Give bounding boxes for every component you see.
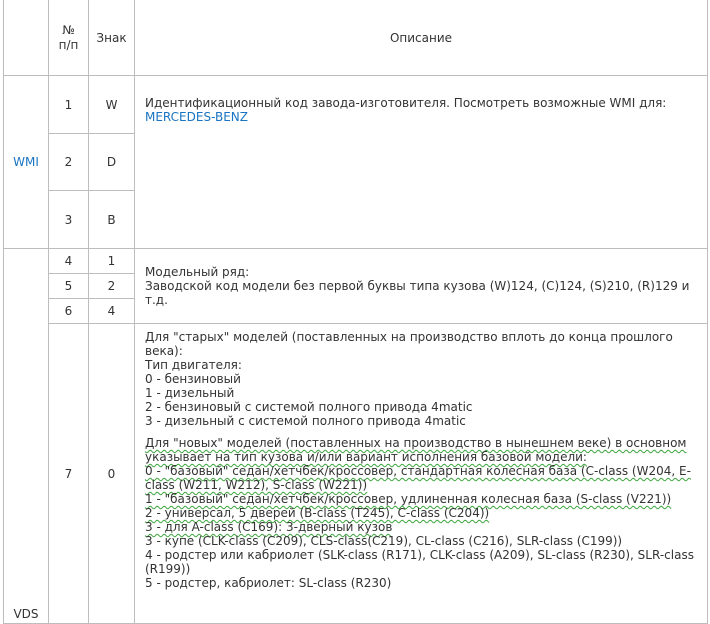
list-item: 5 - родстер, кабриолет: SL-class (R230)	[145, 576, 392, 590]
header-description: Описание	[135, 0, 708, 76]
position-number: 2	[49, 134, 89, 191]
old-models-text: Для "старых" моделей (поставленных на производство вплоть до конца прошлого века): Тип двигателя: 0 - бензиновый 1 - дизельный 2 - бензиновый с системой полного привода 4matic 3 - дизельный с системой полного привода 4matic	[145, 330, 673, 428]
position-number: 7	[49, 324, 89, 624]
wmi-description-text: Идентификационный код завода-изготовителя. Посмотреть возможные WMI для:	[145, 96, 667, 110]
list-item: 3 - для A-class (C169): 3-дверный кузов	[145, 520, 393, 534]
table-row	[4, 324, 708, 624]
body-type-description	[135, 324, 708, 624]
header-empty-cell	[4, 0, 49, 76]
new-models-intro: Для "новых" моделей (поставленных на производство в нынешнем веке) в основном указывает на тип кузова и/или вариант исполнения базовой модели:	[145, 436, 687, 464]
header-sign: Знак	[89, 0, 135, 76]
wmi-description	[135, 76, 708, 249]
header-number: № п/п	[49, 0, 89, 76]
vin-decode-table	[3, 0, 708, 624]
list-item: 3 - купе (CLK-class (C209), CLS-class(C219), CL-class (C216), SLR-class (C199))	[145, 534, 623, 548]
position-number: 5	[49, 274, 89, 299]
list-item: 0 - "базовый" седан/хетчбек/кроссовер, стандартная колесная база (C-class (W204, E-class (W211, W212), S-class (W221))	[145, 464, 691, 492]
vin-sign: W	[89, 76, 135, 134]
vin-sign: 4	[89, 299, 135, 324]
header-row	[4, 0, 708, 76]
list-item: 2 - универсал, 5 дверей (B-class (T245), C-class (C204))	[145, 506, 490, 520]
section-label-vds: VDS	[4, 249, 49, 624]
model-range-description: Модельный ряд: Заводской код модели без первой буквы типа кузова (W)124, (C)124, (S)210, (R)129 и т.д.	[135, 249, 708, 324]
mercedes-benz-link[interactable]: MERCEDES-BENZ	[145, 110, 248, 124]
position-number: 1	[49, 76, 89, 134]
vin-sign: 0	[89, 324, 135, 624]
vin-sign: 2	[89, 274, 135, 299]
position-number: 3	[49, 191, 89, 249]
position-number: 4	[49, 249, 89, 274]
section-label-wmi: WMI	[4, 76, 49, 249]
vin-sign: D	[89, 134, 135, 191]
vin-sign: 1	[89, 249, 135, 274]
vin-sign: B	[89, 191, 135, 249]
list-item: 4 - родстер или кабриолет (SLK-class (R171), CLK-class (A209), SL-class (R230), SLR-class (R199))	[145, 548, 694, 576]
list-item: 1 - "базовый" седан/хетчбек/кроссовер, удлиненная колесная база (S-class (V221))	[145, 492, 672, 506]
table-row	[4, 249, 708, 274]
position-number: 6	[49, 299, 89, 324]
table-row	[4, 76, 708, 134]
